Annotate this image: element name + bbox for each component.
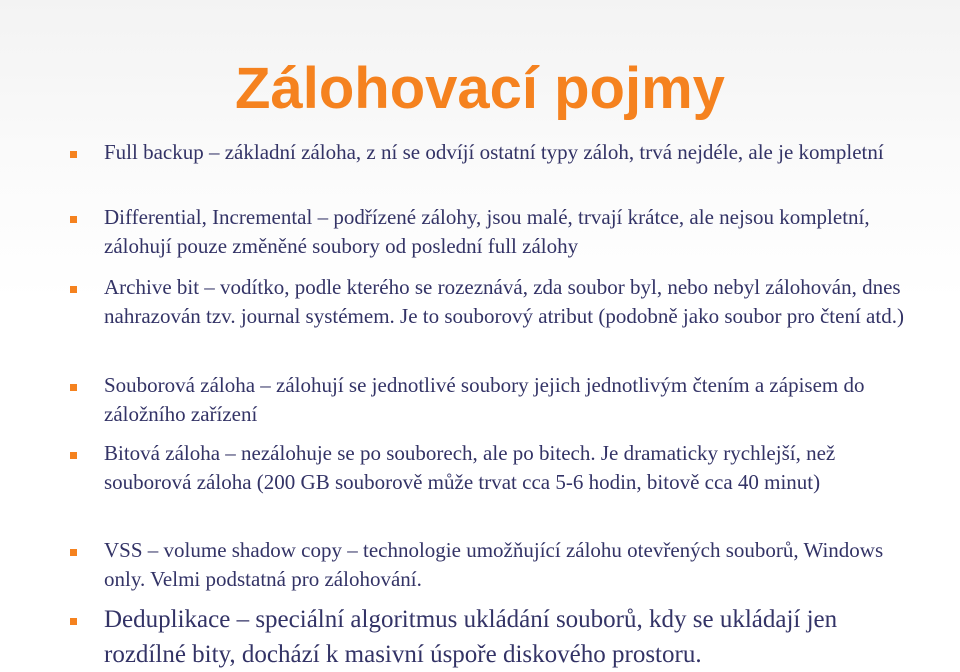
square-bullet-icon [70,216,77,223]
bullet-text: VSS – volume shadow copy – technologie umožňující zálohu otevřených souborů, Windows only. Velmi podstatná pro zálohování. [104,538,884,591]
bullet-item-deduplication [104,602,904,672]
square-bullet-icon [70,549,77,556]
bullet-item-bit-backup [104,439,904,497]
square-bullet-icon [70,618,77,625]
bullet-text: Deduplikace – speciální algoritmus ukládání souborů, kdy se ukládají jen rozdílné bity, dochází k masivní úspoře diskového prostoru. [104,606,838,668]
square-bullet-icon [70,384,77,391]
bullet-text: Souborová záloha – zálohují se jednotlivé soubory jejich jednotlivým čtením a zápisem do záložního zařízení [104,373,865,426]
bullet-item-archive-bit [104,273,904,331]
bullet-item-differential [104,203,904,261]
bullet-text: Differential, Incremental – podřízené zálohy, jsou malé, trvají krátce, ale nejsou kompletní, zálohují pouze změněné soubory od poslední full zálohy [104,205,870,258]
slide-title: Zálohovací pojmy [235,56,725,121]
bullet-text: Bitová záloha – nezálohuje se po souborech, ale po bitech. Je dramaticky rychlejší, než souborová záloha (200 GB souborově může trvat cca 5-6 hodin, bitově cca 40 minut) [104,441,836,494]
bullet-text: Full backup – základní záloha, z ní se odvíjí ostatní typy záloh, trvá nejdéle, ale je kompletní [104,140,884,164]
square-bullet-icon [70,286,77,293]
bullet-item-vss [104,536,904,594]
square-bullet-icon [70,151,77,158]
bullet-item-full-backup [104,138,904,167]
bullet-item-file-backup [104,371,904,429]
bullet-text: Archive bit – vodítko, podle kterého se rozeznává, zda soubor byl, nebo nebyl zálohován, dnes nahrazován tzv. journal systémem. Je to souborový atribut (podobně jako soubor pro čtení atd.) [104,275,904,328]
square-bullet-icon [70,452,77,459]
